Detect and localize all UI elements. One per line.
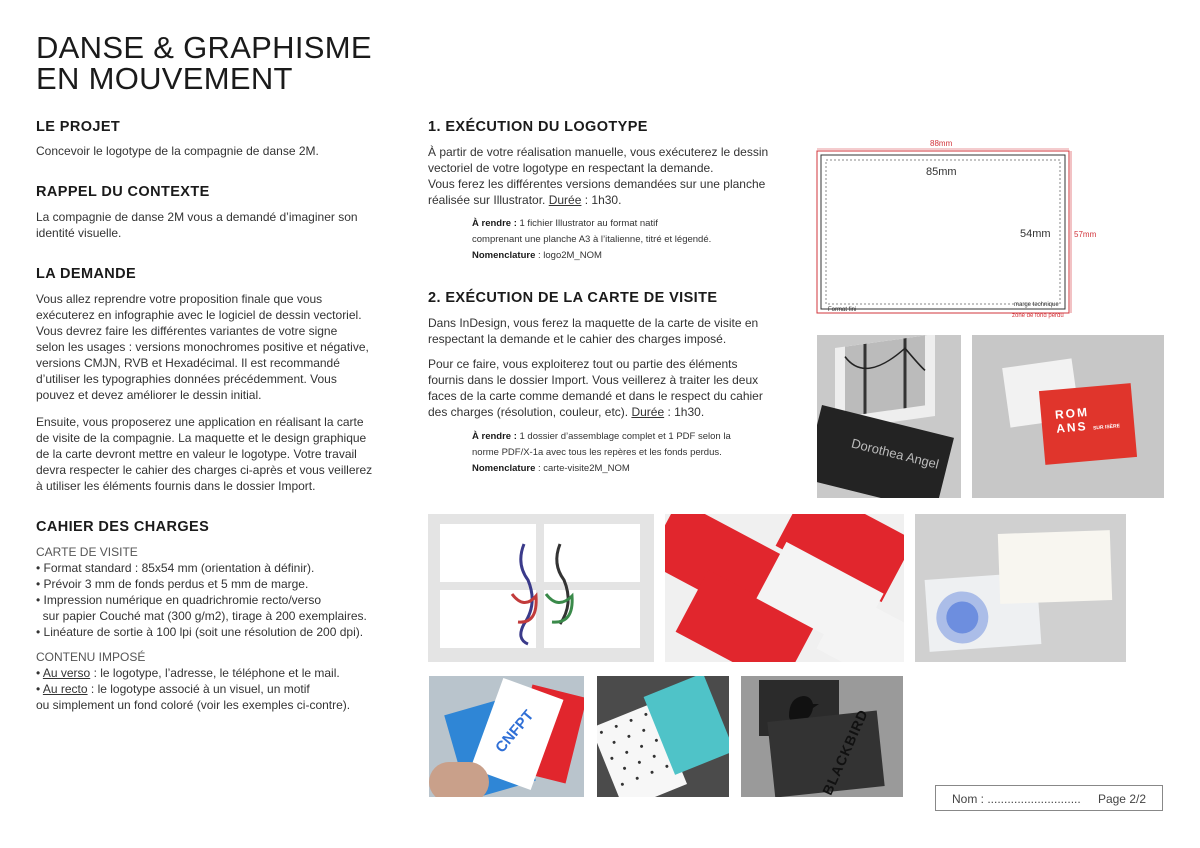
execution2-line: faces de la carte comme demandé et dans le respect du cahier [428, 389, 763, 403]
execution2-heading: 2. EXÉCUTION DE LA CARTE DE VISITE [428, 290, 718, 306]
verso-text: : le logotype, l’adresse, le téléphone et le mail. [90, 666, 340, 680]
recto-text-2: ou simplement un fond coloré (voir les exemples ci-contre). [36, 698, 351, 712]
card-format-diagram [812, 138, 1112, 324]
contexte-heading: RAPPEL DU CONTEXTE [36, 184, 210, 200]
recto-text: : le logotype associé à un visuel, un motif [87, 682, 310, 696]
list-item: • Linéature de sortie à 100 lpi (soit une résolution de 200 dpi). [36, 625, 364, 639]
demande-paragraph-1 [36, 291, 369, 403]
demande-line: selon les usages : versions monochromes positive et négative, [36, 340, 369, 354]
contexte-line: La compagnie de danse 2M vous a demandé d’imaginer son [36, 210, 358, 224]
duree-label: Durée [548, 193, 582, 207]
nomenclature-line [472, 461, 731, 477]
cnfpt-logo: CNFPT [492, 706, 538, 757]
execution1-line: À partir de votre réalisation manuelle, vous exécuterez le dessin [428, 145, 769, 159]
rendre-text: 1 dossier d’assemblage complet et 1 PDF selon la [516, 431, 731, 442]
nomenclature-value: : logo2M_NOM [535, 250, 602, 261]
demande-paragraph-2 [36, 414, 372, 494]
demande-line: exécuterez en infographie avec le logiciel de dessin vectoriel. [36, 308, 362, 322]
execution2-para-1 [428, 315, 758, 347]
dorothea-name: Dorothea Angel [849, 435, 941, 472]
execution2-line: respectant la demande et le cahier des charges imposé. [428, 332, 727, 346]
rendre-text-2: comprenant une planche A3 à l’italienne, titré et légendé. [472, 234, 712, 245]
example-cnfpt [429, 676, 584, 797]
execution1-line: vectoriel de votre logotype en respectant la demande. [428, 161, 714, 175]
format-label: Format fini [828, 307, 857, 313]
rendre-line [472, 429, 731, 445]
nomenclature-label: Nomenclature [472, 250, 536, 261]
duree-value: : 1h30. [664, 405, 705, 419]
duree-label: Durée [631, 405, 665, 419]
card-front-red [1039, 383, 1137, 465]
demande-line: devra respecter le cahier des charges ci-après et vous veillerez [36, 463, 373, 477]
demande-line: pouvez et devez améliorer le dessin initial. [36, 388, 262, 402]
title-line-2: EN MOUVEMENT [36, 61, 293, 96]
outer-height-label: 57mm [1074, 230, 1097, 239]
nomenclature-label: Nomenclature [472, 463, 536, 474]
example-red-pattern [665, 514, 904, 662]
execution1-heading: 1. EXÉCUTION DU LOGOTYPE [428, 119, 648, 135]
execution1-deliverable [472, 216, 711, 264]
execution2-line [428, 404, 763, 420]
rendre-label: À rendre : [472, 218, 517, 229]
list-item: • Prévoir 3 mm de fonds perdus et 5 mm de marge. [36, 577, 309, 591]
execution1-text [428, 144, 768, 208]
demande-line: Vous allez reprendre votre proposition finale que vous [36, 292, 323, 306]
cahier-heading: CAHIER DES CHARGES [36, 519, 210, 535]
rendre-text: 1 fichier Illustrator au format natif [516, 218, 658, 229]
projet-heading: LE PROJET [36, 119, 121, 135]
inner-height-label: 54mm [1020, 228, 1051, 240]
example-teal-dots [597, 676, 729, 797]
example-illustrated [428, 514, 654, 662]
card-front [767, 706, 884, 797]
inner-width-label: 85mm [926, 166, 957, 178]
example-dorothea [817, 335, 961, 498]
nomenclature-line [472, 248, 711, 264]
execution2-line-pre: des charges (résolution, couleur, etc). [428, 405, 632, 419]
demande-line: de la carte devront mettre en valeur le logotype. Votre travail [36, 447, 357, 461]
demande-line: d’utiliser les typographies données précédemment. Vous [36, 372, 337, 386]
nomenclature-value: : carte-visite2M_NOM [535, 463, 630, 474]
romans-sub: SUR ISÈRE [1092, 423, 1121, 432]
demande-heading: LA DEMANDE [36, 266, 137, 282]
rendre-line [472, 216, 711, 232]
example-blue-dots [915, 514, 1126, 662]
contexte-line: identité visuelle. [36, 226, 122, 240]
demande-line: de visite de la compagnie. La maquette et le design graphique [36, 431, 367, 445]
verso-label: Au verso [42, 666, 91, 680]
heart-illustration [428, 514, 654, 662]
demande-line: versions CMJN, RVB et Hexadécimal. Il est recommandé [36, 356, 340, 370]
execution1-line [428, 192, 768, 208]
execution2-line: fournis dans le dossier Import. Vous veillerez à traiter les deux [428, 373, 759, 387]
projet-text: Concevoir le logotype de la compagnie de danse 2M. [36, 144, 319, 158]
list-item: sur papier Couché mat (300 g/m2), tirage à 200 exemplaires. [36, 609, 367, 623]
blackbird-logo: BLACKBIRD [818, 706, 872, 797]
example-romans [972, 335, 1164, 498]
example-blackbird [741, 676, 903, 797]
hand [429, 762, 489, 797]
contexte-text [36, 209, 358, 241]
verso-line: • Au verso : le logotype, l’adresse, le téléphone et le mail. [36, 666, 340, 680]
execution2-deliverable [472, 429, 731, 477]
page-number: Page 2/2 [1097, 792, 1146, 806]
demande-line: Vous devrez faire les différentes variantes de votre signe [36, 324, 338, 338]
page-title [36, 32, 372, 94]
recto-line: • Au recto : le logotype associé à un visuel, un motif [36, 682, 310, 696]
marge-label: marge technique [1014, 302, 1059, 308]
card-front [998, 530, 1112, 604]
recto-label: Au recto [42, 682, 88, 696]
list-item: • Format standard : 85x54 mm (orientation à définir). [36, 561, 315, 575]
list-item: • Impression numérique en quadrichromie recto/verso [36, 593, 321, 607]
footer-box [935, 785, 1163, 811]
romans-line-2: ANS [1055, 419, 1089, 436]
execution1-line: Vous ferez les différentes versions demandées sur une planche [428, 177, 766, 191]
execution2-line: Pour ce faire, vous exploiterez tout ou partie des éléments [428, 357, 738, 371]
execution1-line-pre: réalisée sur Illustrator. [428, 193, 549, 207]
carte-specs [36, 560, 367, 640]
contenu-label: CONTENU IMPOSÉ [36, 650, 146, 664]
name-field: Nom : ............................ [952, 792, 1081, 806]
title-line-1: DANSE & GRAPHISME [36, 30, 372, 65]
outer-width-label: 88mm [930, 139, 953, 148]
zone-label: zone de fond perdu [1012, 313, 1064, 319]
duree-value: : 1h30. [581, 193, 622, 207]
romans-logo [1054, 402, 1120, 438]
execution2-line: Dans InDesign, vous ferez la maquette de la carte de visite en [428, 316, 759, 330]
demande-line: à utiliser les éléments fournis dans le dossier Import. [36, 479, 316, 493]
romans-line-1: ROM [1054, 404, 1090, 422]
contenu-list [36, 665, 350, 713]
execution2-para-2 [428, 356, 763, 420]
demande-line: Ensuite, vous proposerez une application en réalisant la carte [36, 415, 364, 429]
rendre-text-2: norme PDF/X-1a avec tous les repères et les fonds perdus. [472, 447, 722, 458]
rendre-label: À rendre : [472, 431, 517, 442]
carte-label: CARTE DE VISITE [36, 545, 138, 559]
diagram-frame [812, 138, 1112, 324]
